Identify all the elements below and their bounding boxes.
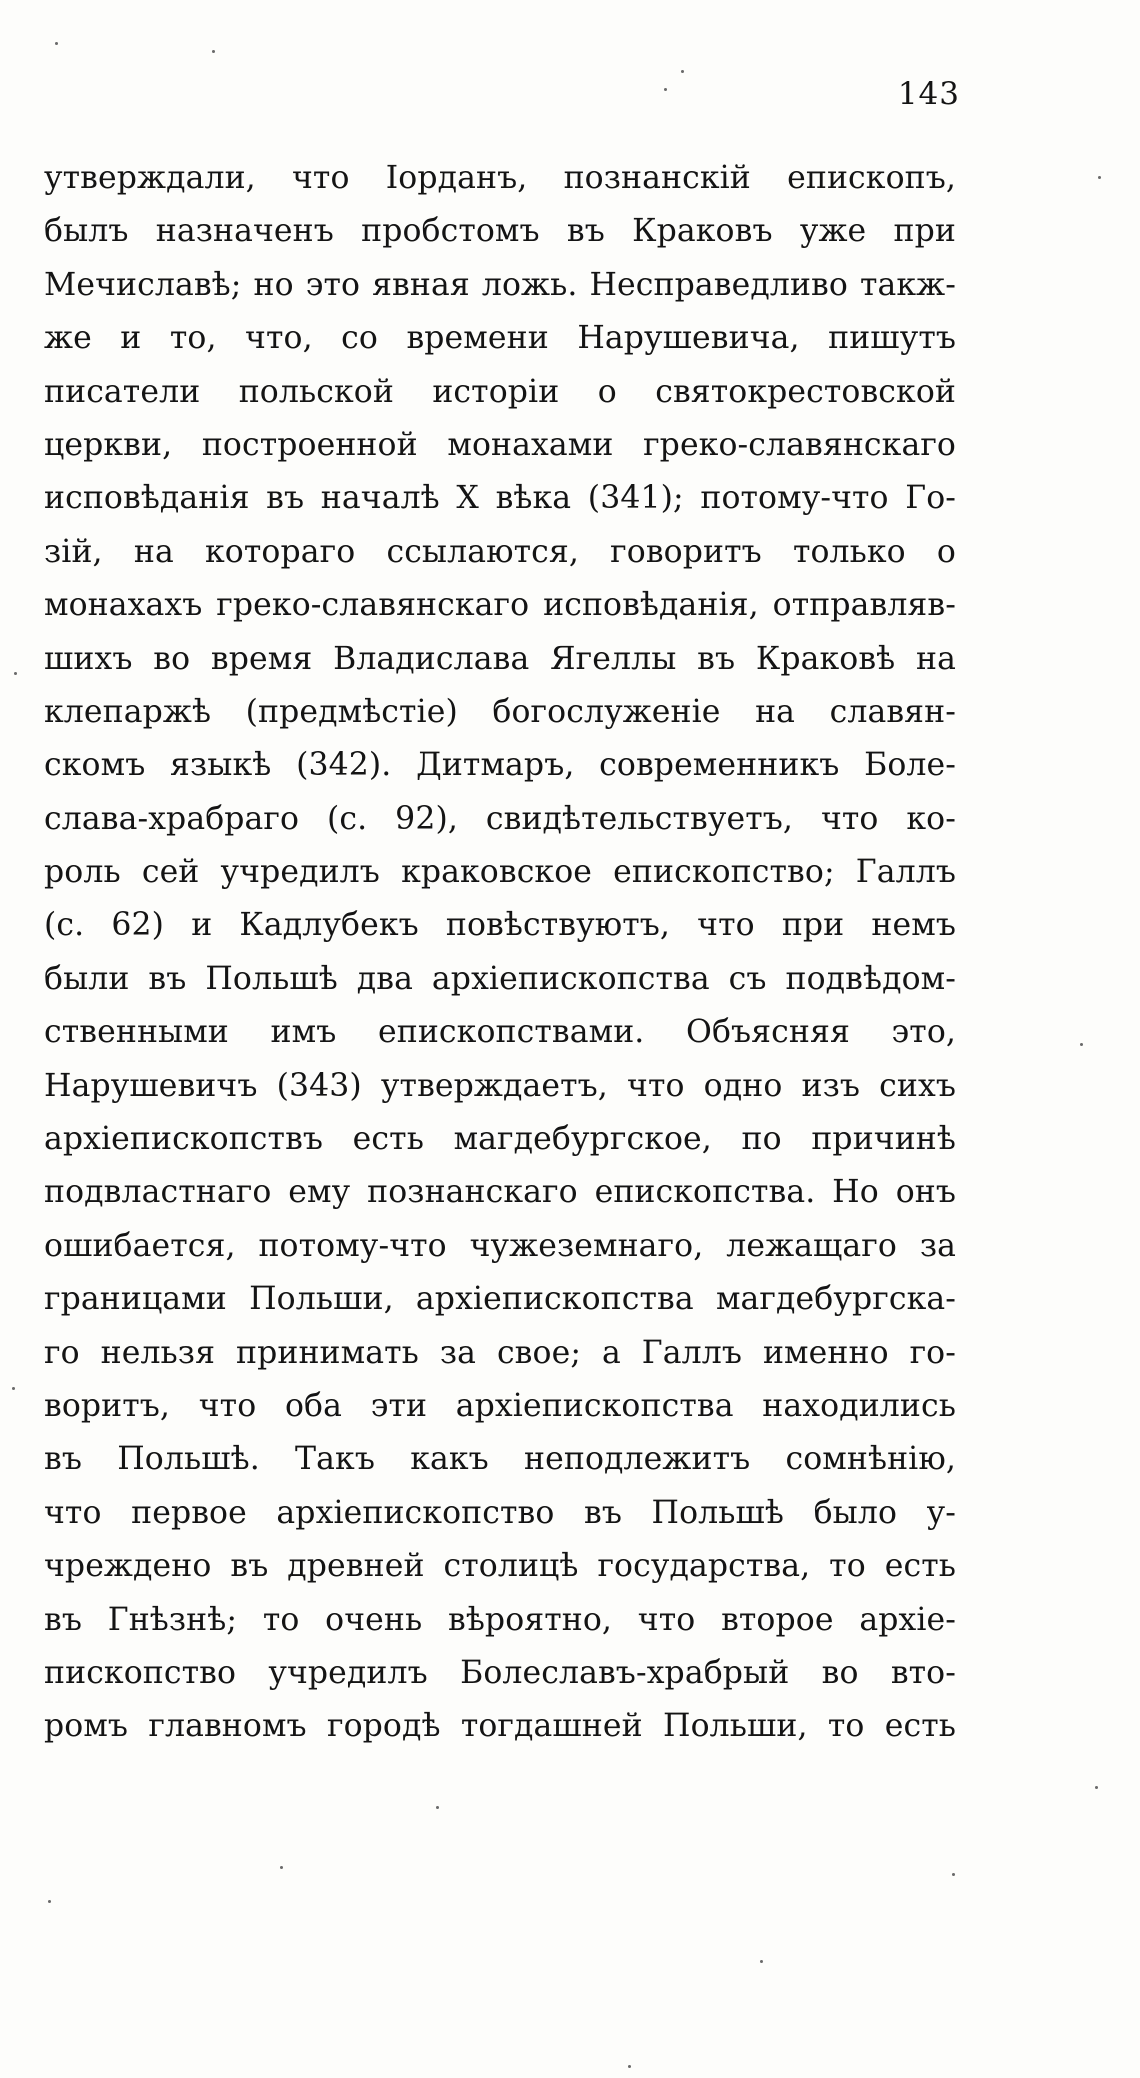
scan-speck — [55, 42, 58, 45]
scan-speck — [1080, 1043, 1083, 1046]
text-line: что первое архіепископство въ Польшѣ было у- — [44, 1494, 956, 1531]
text-line: въ Гнѣзнѣ; то очень вѣроятно, что второе архіе- — [44, 1601, 956, 1638]
text-line: былъ назначенъ пробстомъ въ Краковъ уже при — [44, 213, 956, 250]
text-line: были въ Польшѣ два архіепископства съ подвѣдом- — [44, 960, 956, 997]
text-line: ошибается, потому-что чужеземнаго, лежащаго за — [44, 1227, 956, 1264]
scan-speck — [12, 1387, 15, 1390]
text-line: скомъ языкѣ (342). Дитмаръ, современникъ Боле- — [44, 747, 956, 784]
scan-speck — [48, 1900, 51, 1903]
scan-speck — [212, 50, 215, 53]
scan-speck — [952, 1873, 955, 1876]
text-line: го нельзя принимать за свое; а Галлъ именно го- — [44, 1334, 956, 1371]
text-line: церкви, построенной монахами греко-славянскаго — [44, 426, 956, 463]
scan-speck — [1095, 1786, 1098, 1789]
page-number: 143 — [897, 76, 960, 112]
text-line: монахахъ греко-славянскаго исповѣданія, отправляв- — [44, 587, 956, 624]
text-line: Нарушевичъ (343) утверждаетъ, что одно изъ сихъ — [44, 1067, 956, 1104]
text-line: въ Польшѣ. Такъ какъ неподлежитъ сомнѣнію, — [44, 1441, 956, 1478]
scan-speck — [14, 672, 17, 675]
scan-speck — [436, 1806, 439, 1809]
scan-speck — [1098, 176, 1101, 179]
text-line: ромъ главномъ городѣ тогдашней Польши, то есть — [44, 1708, 956, 1745]
text-line: клепаржѣ (предмѣстіе) богослуженіе на славян- — [44, 693, 956, 730]
text-line: границами Польши, архіепископства магдебургска- — [44, 1281, 956, 1318]
text-line: исповѣданія въ началѣ X вѣка (341); потому-что Го- — [44, 480, 956, 517]
text-line: подвластнаго ему познанскаго епископства. Но онъ — [44, 1174, 956, 1211]
text-line: утверждали, что Іорданъ, познанскій епископъ, — [44, 160, 956, 196]
scan-speck — [664, 88, 667, 91]
text-line: воритъ, что оба эти архіепископства находились — [44, 1387, 956, 1424]
text-line: же и то, что, со времени Нарушевича, пишутъ — [44, 320, 956, 357]
body-text — [44, 152, 956, 1754]
scan-speck — [628, 2065, 631, 2068]
text-line: ственными имъ епископствами. Объясняя это, — [44, 1014, 956, 1051]
scan-speck — [681, 70, 684, 73]
text-line: чреждено въ древней столицѣ государства, то есть — [44, 1548, 956, 1585]
text-line: Мечиславѣ; но это явная ложь. Несправедливо такж- — [44, 266, 956, 303]
text-line: (с. 62) и Кадлубекъ повѣствуютъ, что при немъ — [44, 907, 956, 944]
scan-speck — [280, 1866, 283, 1869]
text-line: слава-храбраго (с. 92), свидѣтельствуетъ, что ко- — [44, 800, 956, 837]
text-line: архіепископствъ есть магдебургское, по причинѣ — [44, 1121, 956, 1158]
text-line: зій, на котораго ссылаются, говоритъ только о — [44, 533, 956, 570]
text-line: пископство учредилъ Болеславъ-храбрый во вто- — [44, 1654, 956, 1691]
text-line: шихъ во время Владислава Ягеллы въ Краковѣ на — [44, 640, 956, 677]
scan-speck — [760, 1960, 763, 1963]
text-line: писатели польской исторіи о святокрестовской — [44, 373, 956, 410]
text-line: роль сей учредилъ краковское епископство; Галлъ — [44, 854, 956, 891]
